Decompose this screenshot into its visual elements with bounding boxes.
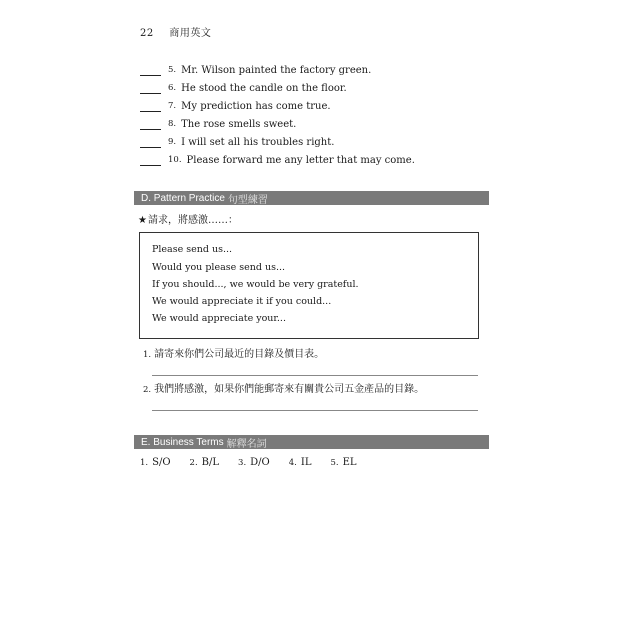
exercise-item (140, 99, 331, 113)
exercise-item (140, 153, 415, 167)
question-number: 1. (143, 350, 152, 360)
answer-blank[interactable] (140, 119, 161, 130)
item-text: He stood the candle on the floor. (181, 82, 347, 94)
term-text: EL (342, 457, 357, 468)
pattern-line: We would appreciate your... (152, 313, 286, 324)
term-text: D/O (250, 457, 270, 468)
exercise-item (140, 81, 347, 95)
term-item (289, 457, 312, 468)
item-text: I will set all his troubles right. (181, 136, 335, 148)
answer-line[interactable] (152, 375, 478, 376)
section-d-title: D. Pattern Practice (141, 192, 225, 204)
section-d-header (134, 191, 489, 205)
term-text: S/O (152, 457, 171, 468)
term-text: IL (300, 457, 312, 468)
pattern-line: Please send us... (152, 244, 233, 255)
item-number: 6. (168, 83, 177, 93)
book-title: 商用英文 (169, 28, 212, 39)
page-number: 22 (140, 28, 154, 39)
section-e-header (134, 435, 489, 449)
answer-blank[interactable] (140, 137, 161, 148)
exercise-item (140, 117, 296, 131)
term-item (190, 457, 219, 468)
section-d-title-zh: 句型練習 (227, 194, 268, 206)
term-number: 3. (238, 458, 247, 468)
item-number: 9. (168, 137, 177, 147)
item-text: Mr. Wilson painted the factory green. (181, 64, 372, 76)
answer-line[interactable] (152, 410, 478, 411)
item-number: 5. (168, 65, 177, 75)
instruction (138, 211, 238, 226)
term-number: 5. (330, 458, 339, 468)
instruction-text: 請求，將感激……： (147, 215, 238, 226)
item-number: 10. (168, 155, 182, 165)
item-text: My prediction has come true. (181, 100, 331, 112)
pattern-line: If you should..., we would be very grateful. (152, 279, 359, 290)
star-icon: ★ (138, 215, 147, 226)
item-number: 8. (168, 119, 177, 129)
section-e-title-zh: 解釋名詞 (226, 438, 267, 450)
translation-question (143, 345, 324, 360)
term-number: 1. (140, 458, 149, 468)
answer-blank[interactable] (140, 101, 161, 112)
question-number: 2. (143, 385, 152, 395)
translation-question (143, 380, 424, 395)
question-text: 請寄來你們公司最近的目錄及價目表。 (154, 349, 325, 360)
answer-blank[interactable] (140, 65, 161, 76)
exercise-item (140, 135, 334, 149)
term-item (238, 457, 270, 468)
business-terms-list (140, 457, 376, 468)
term-item (140, 457, 171, 468)
item-text: Please forward me any letter that may come. (186, 154, 415, 166)
exercise-item (140, 63, 371, 77)
term-number: 4. (288, 458, 297, 468)
section-e-title: E. Business Terms (141, 436, 224, 448)
term-text: B/L (201, 457, 220, 468)
item-text: The rose smells sweet. (181, 118, 297, 130)
page-header (140, 24, 211, 39)
pattern-line: Would you please send us... (152, 262, 286, 273)
answer-blank[interactable] (140, 155, 161, 166)
answer-blank[interactable] (140, 83, 161, 94)
item-number: 7. (168, 101, 177, 111)
term-item (330, 457, 356, 468)
term-number: 2. (189, 458, 198, 468)
pattern-line: We would appreciate it if you could... (152, 296, 332, 307)
question-text: 我們將感激，如果你們能郵寄來有關貴公司五金產品的目錄。 (154, 384, 425, 395)
